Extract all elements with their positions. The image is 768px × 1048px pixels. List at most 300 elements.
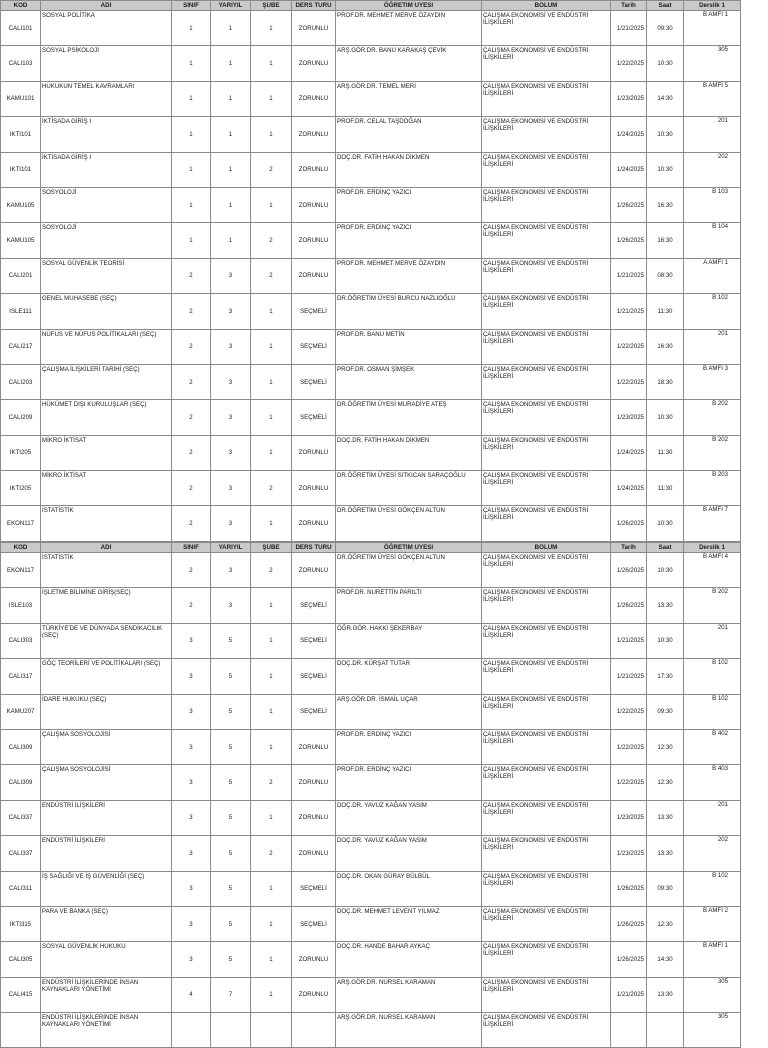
cell-saat: 13:30 [647,836,684,871]
cell-ders-turu: SEÇMELİ [292,400,336,435]
cell-sinif: 2 [172,364,211,399]
cell-yariyil [211,1013,251,1048]
cell-ders-turu: SEÇMELİ [292,694,336,729]
cell-saat: 10:30 [647,623,684,658]
col-sube: ŞUBE [251,543,292,553]
cell-bolum: ÇALIŞMA EKONOMİSİ VE ENDÜSTRİ İLİŞKİLERİ [482,329,611,364]
cell-bolum: ÇALIŞMA EKONOMİSİ VE ENDÜSTRİ İLİŞKİLERİ [482,871,611,906]
cell-sinif [172,1013,211,1048]
cell-sinif: 3 [172,871,211,906]
cell-ogretim-uyesi: DR.ÖĞRETİM ÜYESİ MURADİYE ATEŞ [336,400,482,435]
cell-sinif: 2 [172,294,211,329]
col-tarih: Tarih [611,543,647,553]
cell-adi: ÇALIŞMA İLİŞKİLERİ TARİHİ (SEÇ) [41,364,172,399]
cell-ogretim-uyesi: ÖĞR.GÖR. HAKKI ŞEKERBAY [336,623,482,658]
cell-tarih: 1/24/2025 [611,117,647,152]
cell-ogretim-uyesi: PROF.DR. MEHMET MERVE ÖZAYDIN [336,258,482,293]
cell-sinif: 3 [172,906,211,941]
cell-adi: GÖÇ TEORİLERİ VE POLİTİKALARI (SEÇ) [41,659,172,694]
cell-derslik: B AMFİ 4 [684,553,741,588]
cell-saat: 10:30 [647,400,684,435]
cell-sinif: 3 [172,659,211,694]
cell-ogretim-uyesi: DOÇ.DR. FATİH HAKAN DİKMEN [336,435,482,470]
table-row [1,117,741,152]
cell-derslik: B 103 [684,187,741,222]
table-row [1,906,741,941]
cell-tarih: 1/26/2025 [611,588,647,623]
cell-derslik: 201 [684,329,741,364]
cell-bolum: ÇALIŞMA EKONOMİSİ VE ENDÜSTRİ İLİŞKİLERİ [482,623,611,658]
cell-ogretim-uyesi: ARŞ.GÖR.DR. TEMEL MERİ [336,81,482,116]
cell-ogretim-uyesi: PROF.DR. MEHMET MERVE ÖZAYDIN [336,11,482,46]
table-row [1,471,741,506]
cell-tarih: 1/26/2025 [611,942,647,977]
cell-sinif: 1 [172,187,211,222]
cell-ogretim-uyesi: PROF.DR. CELAL TAŞDOĞAN [336,117,482,152]
col-adi: ADI [41,1,172,11]
exam-table-2 [0,542,741,1048]
cell-sube: 1 [251,977,292,1012]
cell-sube: 1 [251,906,292,941]
cell-bolum: ÇALIŞMA EKONOMİSİ VE ENDÜSTRİ İLİŞKİLERİ [482,81,611,116]
table-row [1,588,741,623]
cell-derslik: B AMFİ 7 [684,506,741,541]
cell-bolum: ÇALIŞMA EKONOMİSİ VE ENDÜSTRİ İLİŞKİLERİ [482,659,611,694]
cell-ders-turu: ZORUNLU [292,46,336,81]
table-row [1,364,741,399]
cell-adi: İKTİSADA GİRİŞ I [41,152,172,187]
cell-tarih: 1/24/2025 [611,152,647,187]
cell-sube: 1 [251,117,292,152]
cell-yariyil: 3 [211,294,251,329]
cell-kod: CALI309 [1,765,41,800]
cell-tarih: 1/26/2025 [611,187,647,222]
cell-saat: 11:30 [647,471,684,506]
header-row [1,543,741,553]
col-adi: ADI [41,543,172,553]
cell-sube [251,1013,292,1048]
cell-tarih: 1/21/2025 [611,294,647,329]
cell-sube: 1 [251,400,292,435]
cell-adi: ÇALIŞMA SOSYOLOJİSİ [41,765,172,800]
cell-tarih: 1/22/2025 [611,329,647,364]
cell-ders-turu: SEÇMELİ [292,906,336,941]
table-row [1,223,741,258]
col-kod: KOD [1,1,41,11]
cell-kod: CALI317 [1,659,41,694]
cell-saat: 09:30 [647,694,684,729]
cell-bolum: ÇALIŞMA EKONOMİSİ VE ENDÜSTRİ İLİŞKİLERİ [482,765,611,800]
cell-ders-turu: ZORUNLU [292,11,336,46]
cell-kod: KAMU207 [1,694,41,729]
cell-kod: KAMU105 [1,187,41,222]
cell-saat: 14:30 [647,81,684,116]
cell-adi: SOSYAL GÜVENLİK TEORİSİ [41,258,172,293]
table-row [1,694,741,729]
cell-ogretim-uyesi: DOÇ.DR. FATİH HAKAN DİKMEN [336,152,482,187]
cell-bolum: ÇALIŞMA EKONOMİSİ VE ENDÜSTRİ İLİŞKİLERİ [482,364,611,399]
cell-kod: EKON117 [1,506,41,541]
col-sinif: SINIF [172,1,211,11]
cell-ogretim-uyesi: DOÇ.DR. MEHMET LEVENT YILMAZ [336,906,482,941]
cell-saat: 13:30 [647,977,684,1012]
cell-saat: 16:30 [647,329,684,364]
cell-yariyil: 1 [211,152,251,187]
cell-saat: 11:30 [647,294,684,329]
cell-ders-turu: ZORUNLU [292,942,336,977]
cell-yariyil: 1 [211,11,251,46]
col-ders-turu: DERS TURU [292,543,336,553]
col-derslik: Derslik 1 [684,543,741,553]
cell-sinif: 3 [172,694,211,729]
cell-derslik: 305 [684,977,741,1012]
cell-yariyil: 3 [211,364,251,399]
cell-adi: SOSYAL GÜVENLİK HUKUKU [41,942,172,977]
cell-bolum: ÇALIŞMA EKONOMİSİ VE ENDÜSTRİ İLİŞKİLERİ [482,1013,611,1048]
cell-tarih: 1/21/2025 [611,977,647,1012]
cell-sinif: 2 [172,400,211,435]
cell-derslik: B AMFİ 5 [684,81,741,116]
cell-derslik: 305 [684,46,741,81]
cell-ders-turu: ZORUNLU [292,223,336,258]
cell-ogretim-uyesi: DR.ÖĞRETİM ÜYESİ GÖKÇEN ALTUN [336,553,482,588]
cell-kod [1,1013,41,1048]
cell-ogretim-uyesi: ARŞ.GÖR.DR. BANU KARAKAŞ ÇEVİK [336,46,482,81]
cell-sube: 1 [251,11,292,46]
cell-saat: 10:30 [647,152,684,187]
cell-yariyil: 1 [211,81,251,116]
cell-sinif: 1 [172,152,211,187]
cell-yariyil: 5 [211,800,251,835]
cell-bolum: ÇALIŞMA EKONOMİSİ VE ENDÜSTRİ İLİŞKİLERİ [482,553,611,588]
schedule-table [0,542,741,1048]
cell-derslik: B AMFİ 1 [684,11,741,46]
col-ogretim-uyesi: ÖĞRETIM UYESI [336,1,482,11]
cell-adi: İDARE HUKUKU (SEÇ) [41,694,172,729]
cell-sube: 1 [251,942,292,977]
cell-adi: TÜRKİYE'DE VE DÜNYADA SENDİKACILIK (SEÇ) [41,623,172,658]
table-row [1,977,741,1012]
cell-tarih [611,1013,647,1048]
cell-kod: ISLE103 [1,588,41,623]
cell-bolum: ÇALIŞMA EKONOMİSİ VE ENDÜSTRİ İLİŞKİLERİ [482,400,611,435]
cell-ogretim-uyesi: PROF.DR. OSMAN ŞİMŞEK [336,364,482,399]
exam-table-1 [0,0,741,542]
cell-ders-turu: ZORUNLU [292,435,336,470]
cell-adi: SOSYOLOJİ [41,223,172,258]
cell-yariyil: 5 [211,942,251,977]
col-bolum: BOLUM [482,543,611,553]
cell-kod: CALI415 [1,977,41,1012]
table-row [1,553,741,588]
cell-derslik: 202 [684,836,741,871]
cell-sube: 1 [251,81,292,116]
cell-saat: 17:30 [647,659,684,694]
table-row [1,435,741,470]
col-tarih: Tarih [611,1,647,11]
cell-ogretim-uyesi: ARŞ.GÖR.DR. İSMAİL UÇAR [336,694,482,729]
cell-sinif: 1 [172,11,211,46]
table-row [1,942,741,977]
cell-sube: 2 [251,152,292,187]
cell-ders-turu: SEÇMELİ [292,329,336,364]
cell-saat: 08:30 [647,258,684,293]
cell-sube: 1 [251,623,292,658]
cell-sube: 1 [251,506,292,541]
cell-saat: 12:30 [647,906,684,941]
table-row [1,400,741,435]
cell-tarih: 1/21/2025 [611,659,647,694]
cell-kod: CALI101 [1,11,41,46]
cell-kod: CALI209 [1,400,41,435]
cell-kod: IKTI101 [1,117,41,152]
cell-bolum: ÇALIŞMA EKONOMİSİ VE ENDÜSTRİ İLİŞKİLERİ [482,506,611,541]
col-sinif: SINIF [172,543,211,553]
cell-yariyil: 5 [211,694,251,729]
table-row [1,81,741,116]
cell-derslik: 201 [684,800,741,835]
cell-bolum: ÇALIŞMA EKONOMİSİ VE ENDÜSTRİ İLİŞKİLERİ [482,694,611,729]
cell-ogretim-uyesi: DR.ÖĞRETİM ÜYESİ SITKICAN SARAÇOĞLU [336,471,482,506]
cell-sinif: 4 [172,977,211,1012]
cell-ders-turu: ZORUNLU [292,729,336,764]
cell-tarih: 1/23/2025 [611,400,647,435]
cell-sinif: 2 [172,435,211,470]
cell-bolum: ÇALIŞMA EKONOMİSİ VE ENDÜSTRİ İLİŞKİLERİ [482,187,611,222]
cell-yariyil: 3 [211,588,251,623]
cell-tarih: 1/24/2025 [611,435,647,470]
cell-saat: 12:30 [647,765,684,800]
cell-sube: 1 [251,46,292,81]
cell-derslik: B 203 [684,471,741,506]
cell-ders-turu: ZORUNLU [292,977,336,1012]
cell-yariyil: 5 [211,623,251,658]
cell-kod: CALI309 [1,729,41,764]
cell-yariyil: 1 [211,223,251,258]
cell-derslik: B 403 [684,765,741,800]
table-row [1,187,741,222]
col-bolum: BOLUM [482,1,611,11]
table-row [1,294,741,329]
cell-derslik: B 102 [684,871,741,906]
cell-sinif: 3 [172,836,211,871]
cell-ogretim-uyesi: DR.ÖĞRETİM ÜYESİ GÖKÇEN ALTUN [336,506,482,541]
cell-bolum: ÇALIŞMA EKONOMİSİ VE ENDÜSTRİ İLİŞKİLERİ [482,11,611,46]
cell-kod: CALI305 [1,942,41,977]
schedule-table [0,0,741,542]
cell-kod: CALI201 [1,258,41,293]
cell-ogretim-uyesi: DOÇ.DR. HANDE BAHAR AYKAÇ [336,942,482,977]
cell-ders-turu: SEÇMELİ [292,364,336,399]
cell-derslik: 202 [684,152,741,187]
cell-sinif: 1 [172,223,211,258]
cell-ders-turu: SEÇMELİ [292,623,336,658]
col-saat: Saat [647,1,684,11]
cell-kod: ISLE111 [1,294,41,329]
cell-bolum: ÇALIŞMA EKONOMİSİ VE ENDÜSTRİ İLİŞKİLERİ [482,294,611,329]
cell-tarih: 1/21/2025 [611,11,647,46]
table-row [1,11,741,46]
cell-saat: 09:30 [647,11,684,46]
cell-sube: 1 [251,800,292,835]
cell-yariyil: 5 [211,765,251,800]
cell-derslik: B 402 [684,729,741,764]
header-row [1,1,741,11]
cell-derslik: B 202 [684,400,741,435]
cell-saat [647,1013,684,1048]
table-row [1,258,741,293]
cell-kod: CALI337 [1,836,41,871]
cell-yariyil: 3 [211,506,251,541]
cell-sube: 1 [251,435,292,470]
cell-kod: CALI337 [1,800,41,835]
cell-derslik: B 202 [684,435,741,470]
cell-derslik: B 202 [684,588,741,623]
cell-sube: 1 [251,729,292,764]
cell-sube: 1 [251,871,292,906]
cell-bolum: ÇALIŞMA EKONOMİSİ VE ENDÜSTRİ İLİŞKİLERİ [482,942,611,977]
cell-adi: PARA VE BANKA (SEÇ) [41,906,172,941]
cell-derslik: B 104 [684,223,741,258]
cell-bolum: ÇALIŞMA EKONOMİSİ VE ENDÜSTRİ İLİŞKİLERİ [482,588,611,623]
col-yariyil: YARIYIL [211,1,251,11]
cell-sube: 2 [251,223,292,258]
cell-yariyil: 3 [211,553,251,588]
cell-adi: HÜKÜMET DIŞI KURULUŞLAR (SEÇ) [41,400,172,435]
cell-saat: 12:30 [647,729,684,764]
cell-yariyil: 5 [211,906,251,941]
cell-bolum: ÇALIŞMA EKONOMİSİ VE ENDÜSTRİ İLİŞKİLERİ [482,471,611,506]
cell-yariyil: 3 [211,258,251,293]
cell-ders-turu: SEÇMELİ [292,588,336,623]
cell-ders-turu: ZORUNLU [292,471,336,506]
cell-derslik: B 102 [684,659,741,694]
cell-sinif: 3 [172,942,211,977]
cell-saat: 14:30 [647,942,684,977]
cell-saat: 16:30 [647,223,684,258]
cell-sube: 1 [251,659,292,694]
cell-sube: 1 [251,187,292,222]
table-row [1,623,741,658]
cell-ogretim-uyesi: DOÇ.DR. OKAN GÜRAY BÜLBÜL [336,871,482,906]
cell-ogretim-uyesi: ARŞ.GÖR.DR. NURSEL KARAMAN [336,977,482,1012]
cell-adi: NÜFUS VE NÜFUS POLİTİKALARI (SEÇ) [41,329,172,364]
cell-adi: MİKRO İKTİSAT [41,435,172,470]
cell-ogretim-uyesi: DR.ÖĞRETİM ÜYESİ BURCU NAZLIOĞLU [336,294,482,329]
cell-derslik: B AMFİ 2 [684,906,741,941]
table-row [1,659,741,694]
cell-sube: 1 [251,694,292,729]
table-row [1,765,741,800]
cell-sinif: 3 [172,623,211,658]
cell-ders-turu: SEÇMELİ [292,871,336,906]
cell-yariyil: 1 [211,117,251,152]
cell-yariyil: 3 [211,400,251,435]
cell-saat: 13:30 [647,800,684,835]
cell-adi: ÇALIŞMA SOSYOLOJİSİ [41,729,172,764]
cell-sube: 1 [251,329,292,364]
cell-sube: 2 [251,765,292,800]
cell-adi: MİKRO İKTİSAT [41,471,172,506]
cell-kod: KAMU101 [1,81,41,116]
cell-sube: 2 [251,471,292,506]
cell-ogretim-uyesi: DOÇ.DR. YAVUZ KAĞAN YASIM [336,800,482,835]
table-row [1,871,741,906]
cell-adi: SOSYAL PSİKOLOJİ [41,46,172,81]
cell-saat: 10:30 [647,553,684,588]
cell-kod: IKTI205 [1,471,41,506]
cell-derslik: B AMFİ 1 [684,942,741,977]
cell-adi: GENEL MUHASEBE (SEÇ) [41,294,172,329]
table-row [1,46,741,81]
cell-kod: IKTI101 [1,152,41,187]
cell-tarih: 1/26/2025 [611,553,647,588]
cell-tarih: 1/26/2025 [611,906,647,941]
cell-adi: İKTİSADA GİRİŞ I [41,117,172,152]
cell-ders-turu: ZORUNLU [292,765,336,800]
cell-bolum: ÇALIŞMA EKONOMİSİ VE ENDÜSTRİ İLİŞKİLERİ [482,977,611,1012]
cell-derslik: 305 [684,1013,741,1048]
cell-derslik: A AMFİ 1 [684,258,741,293]
cell-sinif: 2 [172,553,211,588]
cell-sube: 2 [251,553,292,588]
cell-yariyil: 3 [211,471,251,506]
col-sube: ŞUBE [251,1,292,11]
cell-saat: 10:30 [647,506,684,541]
cell-kod: CALI203 [1,364,41,399]
cell-adi: ENDÜSTRİ İLİŞKİLERİ [41,800,172,835]
cell-kod: EKON117 [1,553,41,588]
cell-ogretim-uyesi: PROF.DR. ERDİNÇ YAZICI [336,187,482,222]
cell-ogretim-uyesi: PROF.DR. ERDİNÇ YAZICI [336,729,482,764]
cell-kod: IKTI315 [1,906,41,941]
cell-sinif: 3 [172,800,211,835]
table-row [1,506,741,541]
cell-adi: İSTATİSTİK [41,506,172,541]
cell-ders-turu: ZORUNLU [292,836,336,871]
cell-adi: ENDÜSTRİ İLİŞKİLERİNDE İNSAN KAYNAKLARI YÖNETİMİ [41,977,172,1012]
cell-ders-turu: ZORUNLU [292,81,336,116]
cell-bolum: ÇALIŞMA EKONOMİSİ VE ENDÜSTRİ İLİŞKİLERİ [482,46,611,81]
cell-kod: KAMU105 [1,223,41,258]
cell-kod: CALI311 [1,871,41,906]
cell-yariyil: 5 [211,659,251,694]
cell-sinif: 2 [172,588,211,623]
cell-sinif: 2 [172,471,211,506]
cell-adi: İŞLETME BİLİMİNE GİRİŞ(SEÇ) [41,588,172,623]
cell-adi: HUKUKUN TEMEL KAVRAMLARI [41,81,172,116]
cell-ogretim-uyesi: DOÇ.DR. YAVUZ KAĞAN YASIM [336,836,482,871]
col-ogretim-uyesi: ÖĞRETIM UYESI [336,543,482,553]
cell-ders-turu: ZORUNLU [292,152,336,187]
cell-sube: 1 [251,294,292,329]
table-row [1,329,741,364]
cell-ogretim-uyesi: PROF.DR. BANU METİN [336,329,482,364]
table-row [1,836,741,871]
cell-ogretim-uyesi: PROF.DR. NURETTİN PARILTI [336,588,482,623]
cell-sinif: 2 [172,258,211,293]
cell-ders-turu: ZORUNLU [292,553,336,588]
cell-sinif: 2 [172,506,211,541]
cell-sinif: 1 [172,46,211,81]
cell-tarih: 1/26/2025 [611,871,647,906]
cell-saat: 18:30 [647,364,684,399]
cell-yariyil: 3 [211,329,251,364]
cell-tarih: 1/26/2025 [611,506,647,541]
cell-bolum: ÇALIŞMA EKONOMİSİ VE ENDÜSTRİ İLİŞKİLERİ [482,258,611,293]
table-row [1,1013,741,1048]
cell-ders-turu: ZORUNLU [292,117,336,152]
